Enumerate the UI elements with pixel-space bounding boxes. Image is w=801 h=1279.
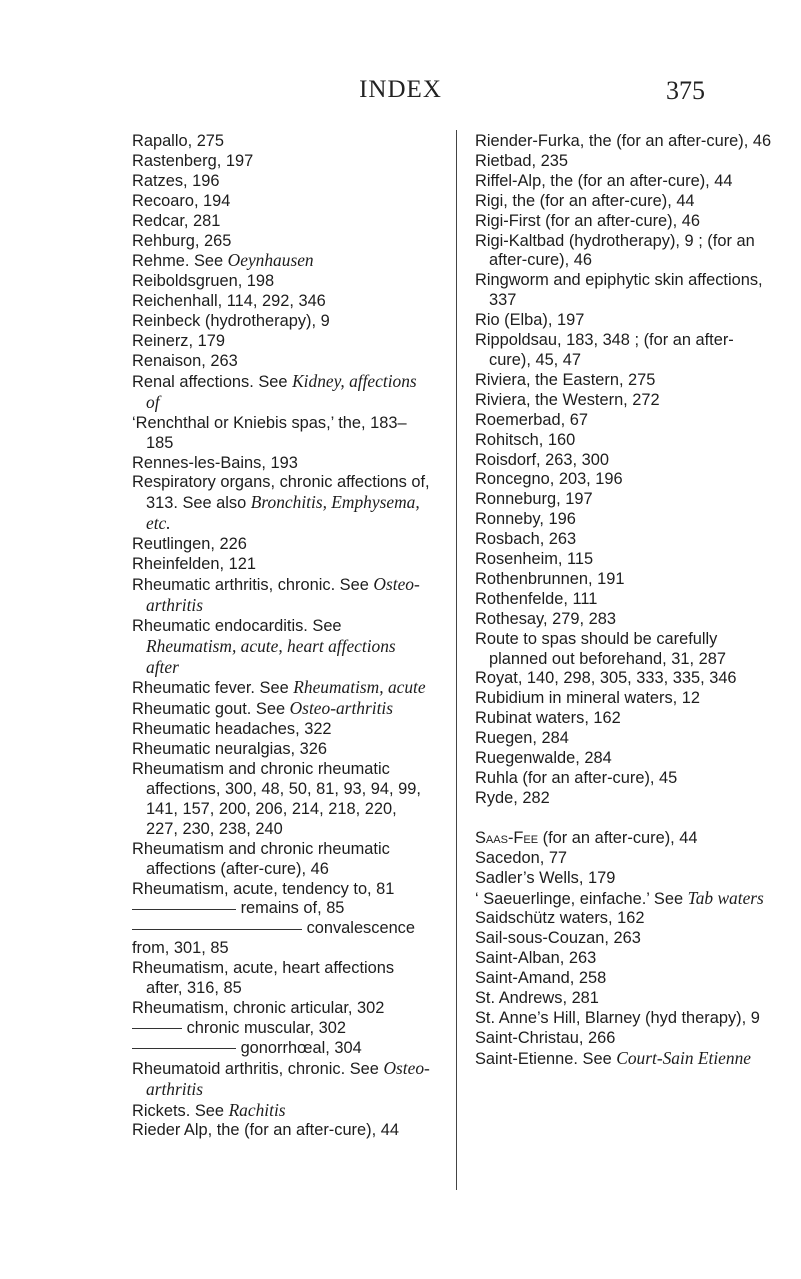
index-entry — [132, 192, 432, 212]
entry-text: Riviera, the Western, 272 — [475, 390, 660, 409]
cross-reference: Court-Sain Etienne — [616, 1047, 751, 1068]
index-entry — [475, 172, 775, 192]
entry-text: Riviera, the Eastern, 275 — [475, 370, 656, 389]
index-entry — [475, 1029, 775, 1049]
page-header — [0, 76, 801, 110]
index-entry — [132, 232, 432, 252]
entry-text: Recoaro, 194 — [132, 191, 231, 210]
index-entry — [132, 292, 432, 312]
entry-text: Rheinfelden, 121 — [132, 555, 256, 574]
cross-reference: Rachitis — [228, 1099, 286, 1120]
ditto-dash — [132, 1028, 182, 1029]
index-entry — [475, 431, 775, 451]
cross-reference: Rheumatism, acute, heart affections after — [146, 635, 396, 677]
entry-text: remains of, 85 — [240, 899, 345, 918]
cross-reference: Osteo-arthritis — [146, 1057, 430, 1099]
index-entry — [475, 1009, 775, 1029]
entry-text: Reichenhall, 114, 292, 346 — [132, 292, 326, 311]
entry-text: Rennes-les-Bains, 193 — [132, 453, 298, 472]
index-column-left — [132, 132, 432, 1141]
index-entry — [475, 152, 775, 172]
entry-text: Renaison, 263 — [132, 351, 238, 370]
entry-text: Ronneburg, 197 — [475, 490, 593, 509]
entry-text: Riender-Furka, the (for an after-cure), 46 — [475, 132, 772, 150]
index-entry — [475, 1049, 775, 1070]
index-entry — [475, 709, 775, 729]
index-entry — [475, 451, 775, 471]
entry-text: Rheumatoid arthritis, chronic. See — [132, 1059, 384, 1078]
entry-text: Redcar, 281 — [132, 211, 221, 230]
entry-text: Rigi-First (for an after-cure), 46 — [475, 211, 700, 230]
entry-text: (for an after-cure), 44 — [538, 828, 698, 847]
index-entry — [475, 749, 775, 769]
entry-text: Saint-Alban, 263 — [475, 949, 597, 968]
index-entry — [475, 929, 775, 949]
cross-reference: Bronchitis, Emphysema, etc. — [146, 492, 420, 534]
entry-text: Rietbad, 235 — [475, 151, 568, 170]
entry-text: Reiboldsgruen, 198 — [132, 272, 275, 291]
index-entry — [475, 590, 775, 610]
entry-text: Rehburg, 265 — [132, 231, 232, 250]
index-entry — [475, 212, 775, 232]
entry-text: Roisdorf, 263, 300 — [475, 450, 609, 469]
entry-text: Rheumatism, chronic articular, 302 — [132, 998, 385, 1017]
cross-reference: Kidney, affections of — [146, 370, 417, 412]
index-entry — [132, 372, 432, 414]
entry-text: Rheumatism and chronic rheumatic affections (after-cure), 46 — [132, 839, 390, 878]
index-entry — [475, 271, 775, 311]
index-entry — [132, 840, 432, 880]
index-entry — [132, 1121, 432, 1141]
index-entry — [475, 331, 775, 371]
entry-text: Ryde, 282 — [475, 788, 550, 807]
index-entry — [475, 610, 775, 630]
entry-text: Rheumatism and chronic rheumatic affections, 300, 48, 50, 81, 93, 94, 99, 141, 157, 200, 206, 214, 218, 220, 227, 230, 238, 240 — [132, 760, 421, 838]
index-entry — [132, 132, 432, 152]
entry-text: Rheumatism, acute, tendency to, 81 — [132, 879, 395, 898]
entry-text: Rigi-Kaltbad (hydrotherapy), 9 ; (for an after-cure), 46 — [475, 231, 755, 270]
ditto-dash — [132, 909, 236, 910]
index-entry — [475, 689, 775, 709]
entry-text: Ruegen, 284 — [475, 729, 569, 748]
index-entry — [132, 312, 432, 332]
column-divider — [456, 130, 457, 1190]
index-entry — [132, 1039, 432, 1059]
entry-text: Roemerbad, 67 — [475, 410, 588, 429]
index-entry — [475, 411, 775, 431]
index-column-right — [475, 132, 775, 1070]
index-entry — [475, 630, 775, 670]
entry-text: Ronneby, 196 — [475, 510, 576, 529]
index-entry — [475, 132, 775, 152]
entry-text: St. Andrews, 281 — [475, 989, 599, 1008]
cross-reference: Oeynhausen — [227, 250, 314, 271]
index-entry — [132, 414, 432, 454]
entry-text: Ruhla (for an after-cure), 45 — [475, 769, 678, 787]
index-entry — [475, 789, 775, 809]
entry-text: Rothesay, 279, 283 — [475, 609, 616, 628]
cross-reference: Osteo-arthritis — [289, 698, 394, 719]
index-entry — [132, 959, 432, 999]
index-entry — [475, 232, 775, 272]
entry-text: chronic muscular, 302 — [186, 1018, 346, 1037]
entry-text: Saidschütz waters, 162 — [475, 909, 645, 928]
index-entry — [132, 740, 432, 760]
index-entry — [475, 729, 775, 749]
index-entry — [475, 371, 775, 391]
entry-text: Rio (Elba), 197 — [475, 311, 585, 330]
index-entry — [132, 720, 432, 740]
index-entry — [132, 880, 432, 900]
entry-text: Rheumatic fever. See — [132, 679, 294, 698]
entry-text: Rippoldsau, 183, 348 ; (for an after-cure), 45, 47 — [475, 331, 734, 369]
index-entry — [132, 352, 432, 372]
index-entry — [475, 889, 775, 910]
cross-reference: Rheumatism, acute — [293, 677, 426, 698]
entry-text: Royat, 140, 298, 305, 333, 335, 346 — [475, 669, 737, 688]
entry-text: Renal affections. See — [132, 372, 293, 391]
index-entry — [475, 829, 775, 849]
index-entry — [132, 919, 432, 959]
entry-text: Sadler’s Wells, 179 — [475, 868, 616, 887]
index-entry — [132, 454, 432, 474]
cross-reference: Osteo-arthritis — [146, 573, 420, 615]
entry-text: Rheumatic headaches, 322 — [132, 720, 332, 739]
entry-text: Rohitsch, 160 — [475, 430, 576, 449]
index-entry — [132, 1059, 432, 1101]
entry-text: Rastenberg, 197 — [132, 151, 254, 170]
index-entry — [132, 251, 432, 272]
index-entry — [475, 869, 775, 889]
entry-text: St. Anne’s Hill, Blarney (hyd therapy), 9 — [475, 1008, 760, 1027]
page-number: 375 — [666, 76, 705, 105]
index-entry — [132, 555, 432, 575]
index-entry — [132, 899, 432, 919]
index-entry — [475, 769, 775, 789]
index-entry — [475, 669, 775, 689]
entry-text: Saint-Etienne. See — [475, 1049, 617, 1068]
entry-text: gonorrhœal, 304 — [240, 1038, 362, 1057]
entry-text: Rehme. See — [132, 252, 228, 271]
entry-text: ‘ Saeuerlinge, einfache.’ See — [475, 889, 688, 908]
entry-text: Rheumatism, acute, heart affections after, 316, 85 — [132, 959, 395, 998]
index-entry — [475, 192, 775, 212]
entry-text: Rigi, the (for an after-cure), 44 — [475, 191, 695, 210]
entry-text: Rheumatic arthritis, chronic. See — [132, 575, 374, 594]
index-entry — [132, 1101, 432, 1122]
index-entry — [475, 969, 775, 989]
index-entry — [132, 272, 432, 292]
entry-text: Rothenbrunnen, 191 — [475, 569, 625, 588]
entry-text: Rosbach, 263 — [475, 530, 577, 549]
entry-text: Saint-Christau, 266 — [475, 1028, 616, 1047]
index-entry — [475, 510, 775, 530]
entry-text: Rubidium in mineral waters, 12 — [475, 689, 701, 708]
index-entry — [132, 212, 432, 232]
entry-text: Respiratory organs, chronic affections of, 313. See also — [132, 473, 430, 513]
index-entry — [475, 849, 775, 869]
entry-text: Riffel-Alp, the (for an after-cure), 44 — [475, 171, 733, 190]
index-entry — [475, 391, 775, 411]
entry-text: Rothenfelde, 111 — [475, 589, 598, 608]
index-entry — [132, 678, 432, 699]
entry-text: Ratzes, 196 — [132, 171, 220, 190]
index-entry — [475, 570, 775, 590]
index-entry — [132, 1019, 432, 1039]
entry-text: Sail-sous-Couzan, 263 — [475, 929, 641, 948]
index-entry — [132, 172, 432, 192]
entry-text: Rheumatic neuralgias, 326 — [132, 740, 327, 759]
index-entry — [132, 473, 432, 535]
ditto-dash — [132, 1048, 236, 1049]
index-entry — [132, 999, 432, 1019]
index-entry — [132, 575, 432, 617]
entry-text: Reinbeck (hydrotherapy), 9 — [132, 312, 330, 331]
entry-text: Rickets. See — [132, 1101, 229, 1120]
entry-text: Reinerz, 179 — [132, 332, 225, 351]
index-entry — [475, 311, 775, 331]
entry-text: Sacedon, 77 — [475, 848, 568, 867]
entry-text: Reutlingen, 226 — [132, 535, 247, 554]
entry-headword: Saas-Fee — [475, 828, 539, 847]
entry-text: Rubinat waters, 162 — [475, 709, 621, 728]
entry-text: Ruegenwalde, 284 — [475, 749, 612, 768]
index-entry — [132, 332, 432, 352]
index-entry — [132, 617, 432, 679]
entry-text: Saint-Amand, 258 — [475, 969, 607, 988]
index-entry — [475, 909, 775, 929]
entry-text: Rheumatic gout. See — [132, 700, 290, 719]
entry-text: Rosenheim, 115 — [475, 550, 594, 569]
entry-text: convalescence from, 301, 85 — [132, 919, 415, 958]
index-entry — [475, 550, 775, 570]
entry-text: ‘Renchthal or Kniebis spas,’ the, 183–185 — [132, 413, 407, 452]
ditto-dash — [132, 929, 302, 930]
entry-text: Rapallo, 275 — [132, 132, 225, 150]
entry-text: Ringworm and epiphytic skin affections, 337 — [475, 271, 763, 310]
index-entry — [475, 490, 775, 510]
index-entry — [475, 949, 775, 969]
entry-text: Route to spas should be carefully planned out beforehand, 31, 287 — [475, 629, 726, 668]
index-entry — [475, 530, 775, 550]
index-entry — [475, 470, 775, 490]
page-title: INDEX — [359, 76, 442, 103]
entry-text: Rieder Alp, the (for an after-cure), 44 — [132, 1121, 399, 1140]
entry-text: Rheumatic endocarditis. See — [132, 616, 342, 635]
index-entry — [132, 760, 432, 840]
index-entry — [132, 535, 432, 555]
index-entry — [475, 989, 775, 1009]
index-entry — [132, 699, 432, 720]
entry-text: Roncegno, 203, 196 — [475, 470, 623, 489]
index-entry — [132, 152, 432, 172]
cross-reference: Tab waters — [687, 887, 764, 908]
